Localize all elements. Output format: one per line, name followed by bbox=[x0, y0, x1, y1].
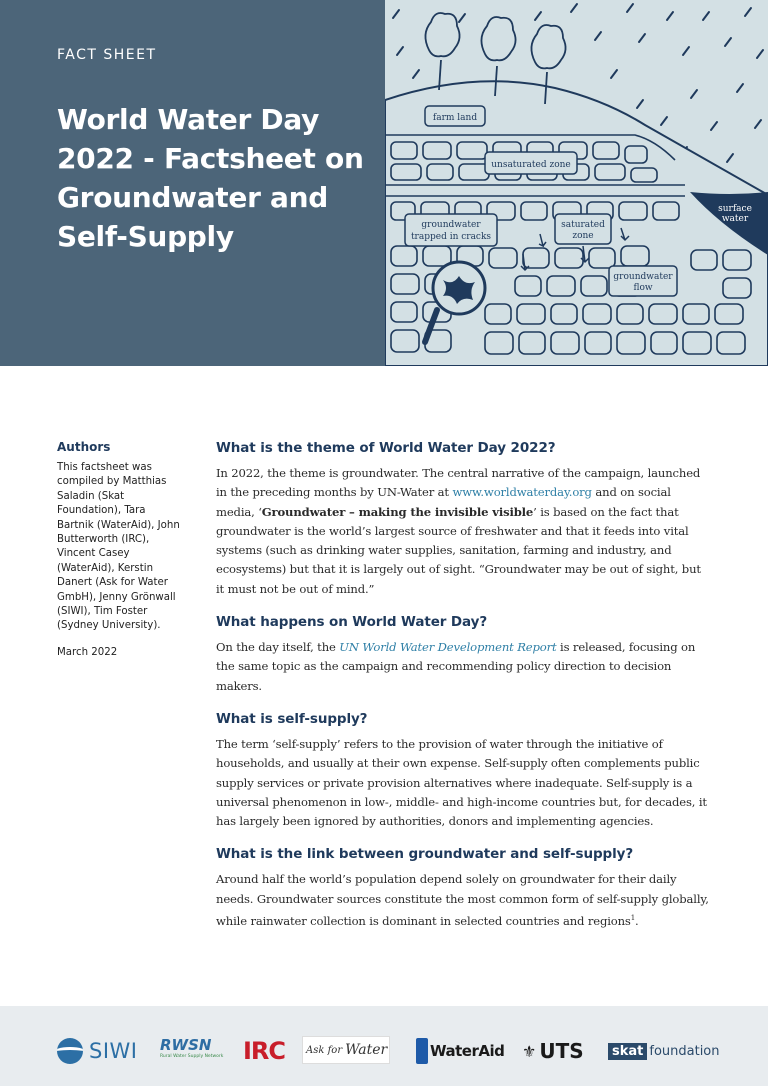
text-run: and on social media, bbox=[216, 485, 671, 519]
section-heading: What is self-supply? bbox=[216, 710, 368, 727]
label-groundwater-trapped-line2: trapped in cracks bbox=[410, 232, 492, 242]
ask-logo-text: Ask for bbox=[306, 1044, 343, 1056]
authors-text: This factsheet was compiled by Matthias Saladin (Skat Foundation), Tara Bartnik (WaterAid), John Butterworth (IRC), Vincent Casey (WaterAid), Kerstin Danert (Ask for Water GmbH), Jenny Grönwall (SIWI), Tim Foster (Sydney University). bbox=[57, 462, 180, 632]
siwi-logo bbox=[57, 1036, 137, 1066]
ask-logo-water: Water bbox=[345, 1042, 388, 1058]
uts-logo bbox=[522, 1036, 584, 1066]
skat-foundation-logo bbox=[608, 1036, 720, 1066]
publication-date: March 2022 bbox=[57, 646, 118, 658]
groundwater-illustration bbox=[385, 0, 768, 366]
worldwaterday-link[interactable]: www.worldwaterday.org bbox=[452, 485, 592, 500]
text-run: On the day itself, the bbox=[216, 640, 340, 655]
siwi-wave-icon bbox=[57, 1038, 83, 1064]
text-run: In 2022, the theme is groundwater. The central narrative of the campaign, launched in the preceding months by UN-Water at bbox=[216, 466, 701, 500]
document-title: World Water Day 2022 - Factsheet on Groundwater and Self-Supply bbox=[57, 103, 364, 253]
label-surface-water: surface bbox=[718, 204, 752, 214]
section-paragraph bbox=[216, 464, 712, 599]
label-groundwater-flow: groundwater bbox=[613, 272, 673, 282]
text-run: is released, focusing on the same topic as the campaign and recommending policy direction to decision makers. bbox=[216, 640, 696, 693]
section-paragraph: The term ‘self-supply’ refers to the provision of water through the initiative of households, and usually at their own expense. Self-supply often complements public supply services or private provision alternatives where inadequate. Self-supply is a universal phenomenon in low-, middle- and high-income countries but, for decades, it has largely been ignored by authorities, donors and implementing agencies. bbox=[216, 736, 707, 829]
wateraid-logo bbox=[416, 1036, 504, 1066]
quote-mark: ’ bbox=[533, 504, 537, 519]
label-unsaturated-zone: unsaturated zone bbox=[491, 160, 571, 170]
quote-mark: ‘ bbox=[258, 504, 262, 519]
wateraid-logo-text: WaterAid bbox=[430, 1042, 505, 1060]
label-saturated-zone-line2: zone bbox=[572, 231, 594, 241]
footnote-marker[interactable]: 1 bbox=[630, 914, 636, 923]
rwsn-logo bbox=[160, 1036, 223, 1066]
section-paragraph bbox=[216, 638, 712, 696]
section-self-supply bbox=[216, 711, 712, 831]
wateraid-drop-icon bbox=[416, 1038, 428, 1064]
rwsn-logo-subtitle: Rural Water Supply Network bbox=[160, 1054, 224, 1059]
uts-crest-icon: ⚜ bbox=[522, 1041, 537, 1061]
section-theme bbox=[216, 440, 712, 599]
skat-logo-box: skat bbox=[608, 1043, 647, 1060]
uts-logo-text: UTS bbox=[539, 1039, 584, 1063]
title-panel bbox=[0, 0, 385, 366]
hero-banner bbox=[0, 0, 768, 366]
authors-sidebar bbox=[57, 440, 185, 660]
label-saturated-zone: saturated bbox=[561, 220, 605, 230]
campaign-slogan: Groundwater – making the invisible visible bbox=[261, 504, 534, 519]
fact-sheet-kicker: FACT SHEET bbox=[57, 47, 157, 63]
label-groundwater-flow-line2: flow bbox=[633, 283, 653, 293]
groundwater-diagram bbox=[385, 0, 768, 366]
irc-logo: IRC bbox=[243, 1037, 286, 1065]
section-heading: What is the theme of World Water Day 2022? bbox=[216, 440, 556, 456]
authors-heading: Authors bbox=[57, 440, 111, 454]
text-run: Around half the world’s population depend solely on groundwater for their daily needs. Groundwater sources constitute the most common form of self-supply globally, while rainwater collection is dominant in selected countries and regions bbox=[216, 872, 709, 928]
siwi-logo-text: SIWI bbox=[89, 1039, 138, 1063]
section-groundwater-link bbox=[216, 846, 712, 931]
main-content bbox=[216, 440, 712, 946]
text-run: . bbox=[635, 913, 639, 928]
text-run: is based on the fact that groundwater is the world’s largest source of freshwater and that it feeds into vital systems (such as drinking water supplies, sanitation, farming and industry, and ecosystems) but that it is largely out of sight. “Groundwater may be out of sight, but it must not be out of mind.” bbox=[216, 504, 701, 596]
skat-logo-text: foundation bbox=[649, 1043, 720, 1059]
label-surface-water-line2: water bbox=[721, 214, 749, 224]
section-paragraph bbox=[216, 870, 712, 931]
rwsn-logo-text: RWSN bbox=[160, 1036, 212, 1054]
section-day bbox=[216, 614, 712, 696]
label-farm-land: farm land bbox=[432, 113, 478, 123]
section-heading: What is the link between groundwater and self-supply? bbox=[216, 846, 634, 863]
ask-for-water-logo bbox=[302, 1036, 390, 1064]
section-heading: What happens on World Water Day? bbox=[216, 614, 488, 631]
label-groundwater-trapped: groundwater bbox=[421, 220, 481, 230]
partner-logos-footer bbox=[0, 1006, 768, 1086]
un-report-link[interactable]: UN World Water Development Report bbox=[339, 640, 557, 655]
